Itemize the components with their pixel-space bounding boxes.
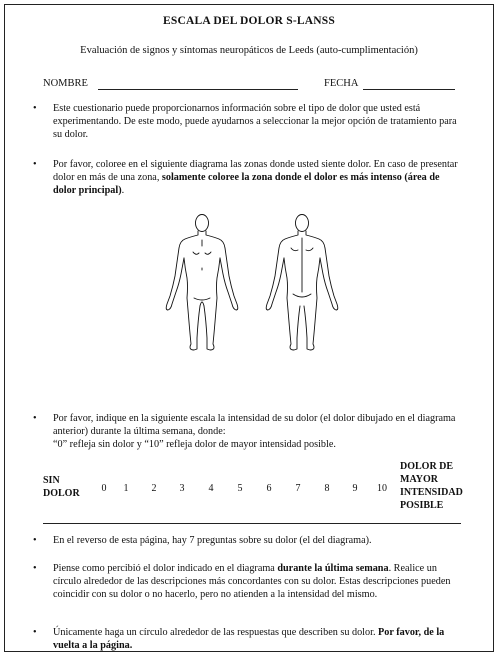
scale-option-7[interactable]: 7 (295, 483, 301, 494)
bullet-mark: • (33, 563, 37, 574)
scale-max-label: DOLOR DE MAYOR INTENSIDAD POSIBLE (400, 461, 463, 511)
bullet-mark: • (33, 627, 37, 638)
nombre-label: NOMBRE (43, 78, 88, 89)
paragraph-diagram-end: . (121, 185, 125, 197)
pain-scale (43, 460, 463, 518)
fecha-field[interactable] (363, 89, 455, 90)
paragraph-diagram-text: Por favor, coloree en el siguiente diagrama las zonas donde usted siente dolor. En caso de presentar dolor en más de una zona, (53, 159, 458, 184)
scale-option-1[interactable]: 1 (123, 483, 129, 494)
fecha-label: FECHA (324, 78, 359, 89)
scale-option-9[interactable]: 9 (352, 483, 358, 494)
paragraph-scale-text: Por favor, indique en la siguiente escala la intensidad de su dolor (el dolor dibujado en el diagrama anterior) durante la última semana, donde: (53, 413, 456, 438)
paragraph-week-emphasis: durante la última semana (277, 563, 389, 574)
paragraph-week-text: Piense como percibió el dolor indicado en el diagrama (53, 563, 278, 574)
scale-option-4[interactable]: 4 (208, 483, 214, 494)
scale-option-6[interactable]: 6 (266, 483, 272, 494)
paragraph-diagram-emphasis: solamente coloree la zona donde el dolor es más intenso (área de dolor principal) (53, 172, 440, 197)
paragraph-reverse-text: En el reverso de esta página, hay 7 preguntas sobre su dolor (el del diagrama). (53, 535, 372, 546)
scale-option-5[interactable]: 5 (237, 483, 243, 494)
bullet-mark: • (33, 103, 37, 114)
name-date-fields (43, 78, 463, 92)
document-subtitle: Evaluación de signos y síntomas neuropáticos de Leeds (auto-cumplimentación) (80, 45, 418, 56)
paragraph-intro-text: Este cuestionario puede proporcionarnos información sobre el tipo de dolor que usted está experimentando. De este modo, puede ayudarnos a seleccionar la mejor opción de tratamiento para su dolor. (53, 103, 457, 141)
scale-min-label: SIN DOLOR (43, 475, 80, 499)
scale-divider (43, 523, 461, 524)
paragraph-week-rest: . Realice un círculo alrededor de las descripciones más concordantes con su dolor. Estas descripciones pueden coincidir con su dolor o no hacerlo, pero no atienden a la intensidad del mismo. (53, 563, 451, 601)
body-front-figure[interactable] (166, 215, 238, 351)
paragraph-circle-emphasis: Por favor, de la vuelta a la página. (53, 627, 445, 652)
scale-option-3[interactable]: 3 (179, 483, 185, 494)
paragraph-scale-legend: “0” refleja sin dolor y “10” refleja dolor de mayor intensidad posible. (53, 439, 336, 451)
bullet-mark: • (33, 535, 37, 546)
document-title: ESCALA DEL DOLOR S-LANSS (163, 15, 335, 27)
bullet-mark: • (33, 413, 37, 424)
scale-option-10[interactable]: 10 (377, 483, 387, 494)
scale-option-0[interactable]: 0 (101, 483, 107, 494)
scale-option-8[interactable]: 8 (324, 483, 330, 494)
bullet-mark: • (33, 159, 37, 170)
scale-option-2[interactable]: 2 (151, 483, 157, 494)
paragraph-circle-text: Únicamente haga un círculo alrededor de las respuestas que describen su dolor. (53, 627, 379, 638)
nombre-field[interactable] (98, 89, 298, 90)
questionnaire-page (4, 4, 494, 652)
body-back-figure[interactable] (266, 215, 338, 351)
body-diagram[interactable] (160, 210, 360, 355)
